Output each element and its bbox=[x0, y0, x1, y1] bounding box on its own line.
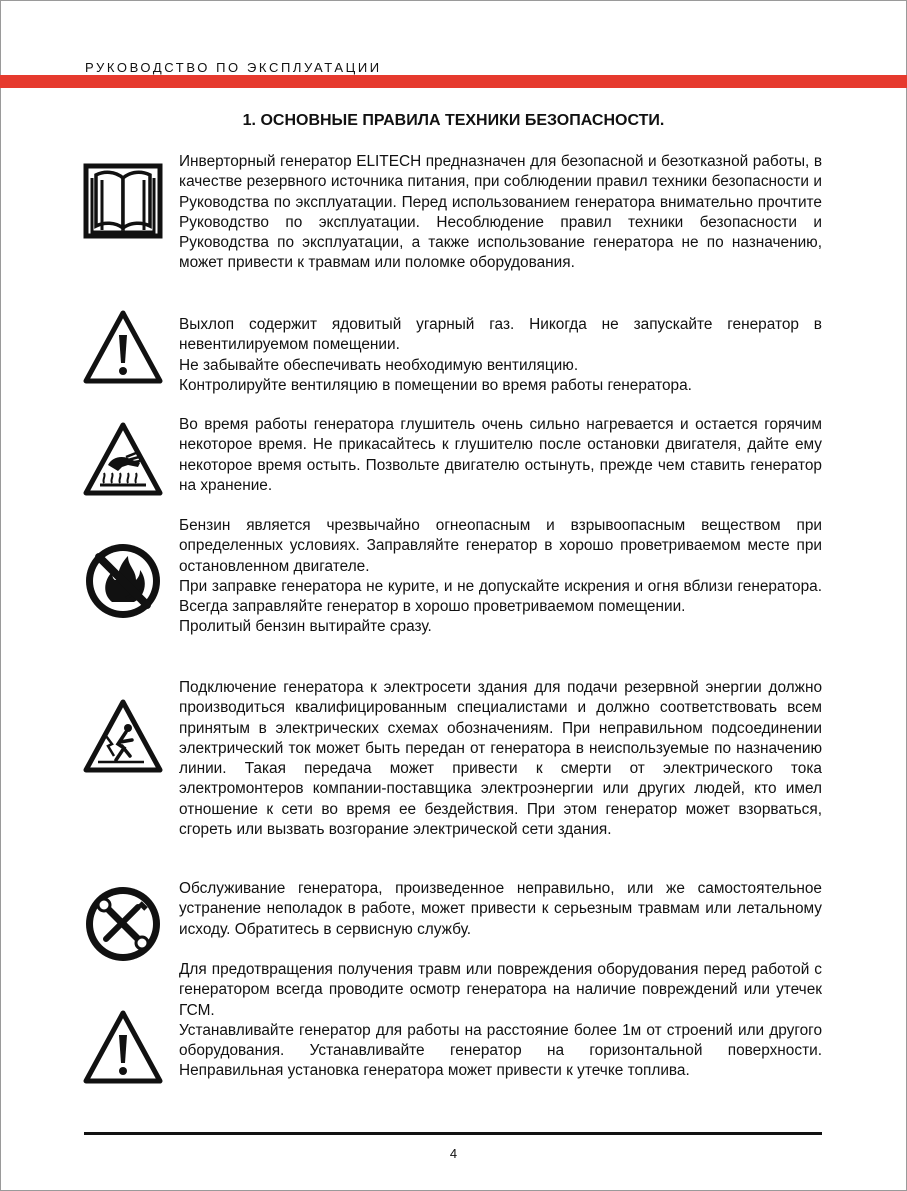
paragraph: При заправке генератора не курите, и не допускайте искрения и огня вблизи генератора. Всегда заправляйте генератор в хорошо проветриваемом помещении. bbox=[179, 577, 822, 616]
paragraph: Контролируйте вентиляцию в помещении во время работы генератора. bbox=[179, 376, 692, 394]
section-text bbox=[179, 152, 822, 274]
hot-surface-warning-icon bbox=[82, 419, 164, 501]
paragraph: Обслуживание генератора, произведенное неправильно, или же самостоятельное устранение неполадок в работе, может привести к серьезным травмам или летальному исходу. Обратитесь в сервисную службу. bbox=[179, 880, 822, 938]
warning-triangle-icon bbox=[82, 1007, 164, 1089]
running-header: РУКОВОДСТВО ПО ЭКСПЛУАТАЦИИ bbox=[85, 60, 382, 75]
section-text bbox=[179, 879, 822, 940]
section-text bbox=[179, 415, 822, 496]
paragraph: Подключение генератора к электросети здания для подачи резервной энергии должно производиться квалифицированным специалистами и должно соответствовать всем принятым в электрических схемах обозначениям. При неправильном подсоединении электрический ток может быть передан от генератора в неиспользуемые по назначению линии. Такая передача может привести к смерти от электрического тока электромонтеров компании-поставщика электроэнергии или других людей, кто имел отношение к сети во время ее бездействия. При этом генератор может взорваться, сгореть или вызвать возгорание электрической сети здания. bbox=[179, 679, 822, 839]
header-band bbox=[0, 75, 907, 88]
page-title: 1. ОСНОВНЫЕ ПРАВИЛА ТЕХНИКИ БЕЗОПАСНОСТИ. bbox=[242, 112, 665, 129]
footer-rule bbox=[84, 1132, 822, 1135]
paragraph: Во время работы генератора глушитель очень сильно нагревается и остается горячим некоторое время. Не прикасайтесь к глушителю после остановки двигателя, дайте ему некоторое время остыть. Позвольте двигателю остынуть, прежде чем ставить генератор на хранение. bbox=[179, 416, 822, 494]
page-number: 4 bbox=[449, 1146, 458, 1161]
section-text bbox=[179, 315, 822, 396]
no-open-flame-icon bbox=[82, 540, 164, 622]
section-text bbox=[179, 678, 822, 840]
manual-book-icon bbox=[82, 158, 164, 240]
paragraph: Выхлоп содержит ядовитый угарный газ. Никогда не запускайте генератор в невентилируемом помещении. bbox=[179, 316, 822, 354]
electric-shock-warning-icon bbox=[82, 696, 164, 778]
paragraph: Не забывайте обеспечивать необходимую вентиляцию. bbox=[179, 356, 579, 374]
paragraph: Пролитый бензин вытирайте сразу. bbox=[179, 618, 432, 636]
no-self-repair-icon bbox=[82, 883, 164, 965]
paragraph: Для предотвращения получения травм или повреждения оборудования перед работой с генератором всегда проводите осмотр генератора на наличие повреждений или утечек ГСМ. bbox=[179, 961, 822, 1019]
warning-triangle-icon bbox=[82, 307, 164, 389]
section-text bbox=[179, 960, 822, 1082]
paragraph: Устанавливайте генератор для работы на расстояние более 1м от строений или другого оборудования. Устанавливайте генератор на горизонтальной поверхности. Неправильная установка генератора может привести к утечке топлива. bbox=[179, 1021, 822, 1080]
section-text bbox=[179, 516, 822, 638]
paragraph: Инверторный генератор ELITECH предназначен для безопасной и безотказной работы, в качестве резервного источника питания, при соблюдении правил техники безопасности и Руководства по эксплуатации. Перед использованием генератора внимательно прочтите Руководство по эксплуатации. Несоблюдение правил техники безопасности и Руководства по эксплуатации, а также использование генератора не по назначению, может привести к травмам или поломке оборудования. bbox=[179, 153, 822, 272]
paragraph: Бензин является чрезвычайно огнеопасным и взрывоопасным веществом при определенных условиях. Заправляйте генератор в хорошо проветриваемом месте при остановленном двигателе. bbox=[179, 517, 822, 575]
